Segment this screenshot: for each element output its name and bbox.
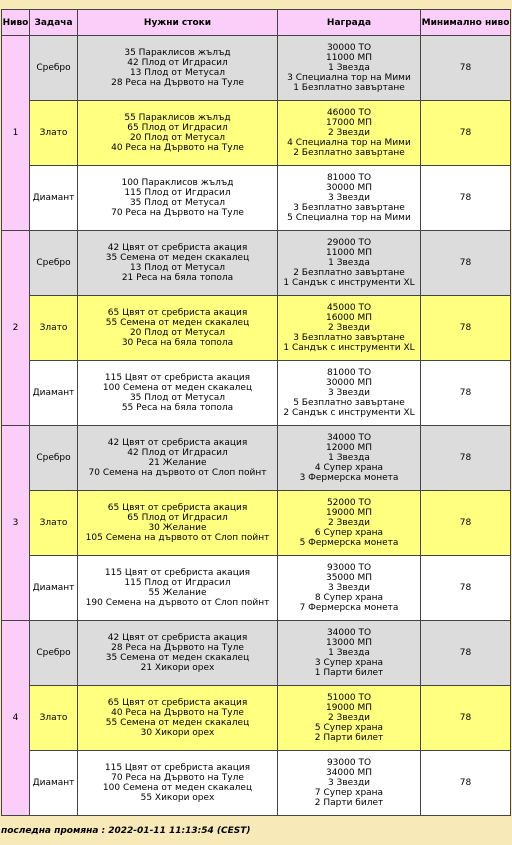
reward-line: 3 Специална тор на Мими [287,73,411,83]
reward-line: 6 Супер храна [314,528,384,538]
goods-line: 42 Плод от Игдрасил [127,58,228,68]
goods-line: 65 Плод от Игдрасил [127,123,228,133]
reward-line: 13000 МП [325,638,373,648]
reward-line: 29000 ТО [326,238,372,248]
task-name-cell: Злато [30,686,78,751]
reward-cell [278,361,421,426]
min-level-cell: 78 [421,556,511,621]
table-row [2,686,511,751]
reward-line: 3 Звезди [327,193,371,203]
goods-line: 40 Реса на Дървото на Туле [111,143,244,153]
header-level: Ниво [2,10,30,36]
goods-line: 30 Желание [148,523,207,533]
goods-line: 35 Плод от Метусал [129,393,226,403]
goods-line: 13 Плод от Метусал [129,68,226,78]
goods-line: 35 Параклисов жълъд [124,48,231,58]
level-cell: 1 [2,36,30,231]
level-cell: 2 [2,231,30,426]
reward-line: 5 Специална тор на Мими [287,213,411,223]
reward-line: 1 Звезда [328,648,370,658]
goods-line: 21 Желание [148,458,207,468]
goods-line: 55 Желание [148,588,207,598]
reward-line: 51000 ТО [326,693,372,703]
reward-line: 45000 ТО [326,303,372,313]
reward-cell [278,166,421,231]
goods-cell [78,296,278,361]
level-cell: 3 [2,426,30,621]
min-level-cell: 78 [421,166,511,231]
table-row [2,491,511,556]
table-row [2,296,511,361]
reward-line: 4 Специална тор на Мими [287,138,411,148]
reward-line: 46000 ТО [326,108,372,118]
goods-cell [78,36,278,101]
reward-line: 11000 МП [325,248,373,258]
task-name-cell: Диамант [30,556,78,621]
reward-line: 34000 ТО [326,628,372,638]
task-name-cell: Злато [30,101,78,166]
reward-line: 19000 МП [325,703,373,713]
min-level-cell: 78 [421,361,511,426]
reward-line: 16000 МП [325,313,373,323]
goods-cell [78,491,278,556]
goods-line: 115 Цвят от сребриста акация [104,568,251,578]
reward-line: 12000 МП [325,443,373,453]
goods-line: 70 Семена на дървото от Слоп пойнт [88,468,267,478]
goods-cell [78,686,278,751]
reward-line: 3 Безплатно завъртане [293,333,405,343]
reward-line: 3 Безплатно завъртане [293,203,405,213]
table-row [2,101,511,166]
goods-line: 35 Семена от меден скакалец [105,253,250,263]
goods-line: 105 Семена на дървото от Слоп пойнт [85,533,270,543]
reward-line: 2 Сандък с инструменти XL [283,408,415,418]
quest-table [1,9,511,816]
reward-line: 1 Звезда [328,63,370,73]
reward-line: 34000 ТО [326,433,372,443]
goods-line: 65 Плод от Игдрасил [127,513,228,523]
goods-line: 30 Хикори орех [140,728,215,738]
reward-line: 3 Звезди [327,583,371,593]
reward-cell [278,101,421,166]
goods-line: 100 Семена от меден скакалец [102,783,253,793]
reward-line: 7 Супер храна [314,788,384,798]
reward-line: 2 Безплатно завъртане [293,148,405,158]
table-row [2,361,511,426]
goods-line: 65 Цвят от сребриста акация [107,698,248,708]
reward-cell [278,231,421,296]
goods-cell [78,556,278,621]
reward-line: 35000 МП [325,573,373,583]
min-level-cell: 78 [421,36,511,101]
goods-line: 42 Цвят от сребриста акация [107,438,248,448]
reward-line: 3 Фермерска монета [299,473,399,483]
goods-line: 115 Цвят от сребриста акация [104,373,251,383]
task-name-cell: Сребро [30,36,78,101]
goods-line: 55 Реса на бяла топола [121,403,234,413]
header-task: Задача [30,10,78,36]
reward-line: 17000 МП [325,118,373,128]
min-level-cell: 78 [421,296,511,361]
reward-line: 5 Фермерска монета [299,538,399,548]
task-name-cell: Диамант [30,751,78,816]
goods-line: 190 Семена на дървото от Слоп пойнт [85,598,270,608]
goods-line: 55 Параклисов жълъд [124,113,231,123]
reward-line: 1 Сандък с инструменти XL [283,278,415,288]
reward-line: 30000 МП [325,378,373,388]
last-modified-footer: последна промяна : 2022-01-11 11:13:54 (CEST) [1,826,251,836]
table-row [2,621,511,686]
min-level-cell: 78 [421,426,511,491]
reward-line: 2 Звезди [327,128,371,138]
goods-line: 28 Реса на Дървото на Туле [111,643,244,653]
goods-line: 35 Семена от меден скакалец [105,653,250,663]
goods-line: 30 Реса на бяла топола [121,338,234,348]
reward-line: 1 Безплатно завъртане [293,83,405,93]
min-level-cell: 78 [421,491,511,556]
reward-line: 3 Звезди [327,388,371,398]
reward-line: 5 Безплатно завъртане [293,398,405,408]
task-name-cell: Злато [30,296,78,361]
goods-line: 115 Цвят от сребриста акация [104,763,251,773]
reward-line: 2 Парти билет [314,798,384,808]
goods-line: 115 Плод от Игдрасил [124,188,231,198]
reward-line: 93000 ТО [326,758,372,768]
reward-cell [278,296,421,361]
min-level-cell: 78 [421,751,511,816]
goods-line: 100 Параклисов жълъд [121,178,234,188]
reward-line: 1 Парти билет [314,668,384,678]
table-row [2,231,511,296]
reward-line: 3 Супер храна [314,658,384,668]
reward-cell [278,36,421,101]
reward-line: 3 Звезди [327,778,371,788]
goods-line: 100 Семена от меден скакалец [102,383,253,393]
reward-line: 11000 МП [325,53,373,63]
goods-line: 42 Плод от Игдрасил [127,448,228,458]
min-level-cell: 78 [421,231,511,296]
task-name-cell: Сребро [30,426,78,491]
task-name-cell: Сребро [30,231,78,296]
reward-line: 81000 ТО [326,368,372,378]
goods-line: 115 Плод от Игдрасил [124,578,231,588]
goods-cell [78,751,278,816]
min-level-cell: 78 [421,621,511,686]
reward-cell [278,426,421,491]
reward-line: 8 Супер храна [314,593,384,603]
reward-line: 1 Сандък с инструменти XL [283,343,415,353]
goods-line: 20 Плод от Метусал [129,133,226,143]
header-row [2,10,511,36]
table-row [2,751,511,816]
goods-line: 55 Хикори орех [140,793,215,803]
table-row [2,556,511,621]
min-level-cell: 78 [421,101,511,166]
goods-cell [78,361,278,426]
goods-line: 42 Цвят от сребриста акация [107,243,248,253]
reward-line: 4 Супер храна [314,463,384,473]
reward-line: 30000 ТО [326,43,372,53]
reward-line: 5 Супер храна [314,723,384,733]
reward-line: 81000 ТО [326,173,372,183]
goods-line: 40 Реса на Дървото на Туле [111,708,244,718]
header-reward: Награда [278,10,421,36]
level-cell: 4 [2,621,30,816]
reward-line: 19000 МП [325,508,373,518]
reward-cell [278,491,421,556]
task-name-cell: Диамант [30,166,78,231]
reward-line: 30000 МП [325,183,373,193]
header-goods: Нужни стоки [78,10,278,36]
goods-line: 70 Реса на Дървото на Туле [111,773,244,783]
table-row [2,36,511,101]
reward-line: 1 Звезда [328,258,370,268]
header-min-level: Минимално ниво [421,10,511,36]
reward-cell [278,751,421,816]
reward-line: 2 Звезди [327,518,371,528]
goods-line: 65 Цвят от сребриста акация [107,503,248,513]
task-name-cell: Злато [30,491,78,556]
goods-line: 21 Реса на бяла топола [121,273,234,283]
reward-line: 7 Фермерска монета [299,603,399,613]
quest-table-body [2,36,511,816]
reward-line: 2 Безплатно завъртане [293,268,405,278]
goods-cell [78,166,278,231]
reward-line: 2 Парти билет [314,733,384,743]
task-name-cell: Сребро [30,621,78,686]
reward-line: 34000 МП [325,768,373,778]
reward-line: 2 Звезди [327,713,371,723]
reward-line: 93000 ТО [326,563,372,573]
goods-line: 55 Семена от меден скакалец [105,318,250,328]
table-row [2,426,511,491]
goods-line: 13 Плод от Метусал [129,263,226,273]
reward-line: 2 Звезди [327,323,371,333]
goods-line: 21 Хикори орех [140,663,215,673]
goods-line: 70 Реса на Дървото на Туле [111,208,244,218]
reward-line: 52000 ТО [326,498,372,508]
goods-cell [78,426,278,491]
goods-cell [78,101,278,166]
reward-line: 1 Звезда [328,453,370,463]
goods-cell [78,621,278,686]
goods-line: 20 Плод от Метусал [129,328,226,338]
table-row [2,166,511,231]
goods-line: 65 Цвят от сребриста акация [107,308,248,318]
reward-cell [278,621,421,686]
goods-line: 35 Плод от Метусал [129,198,226,208]
goods-line: 55 Семена от меден скакалец [105,718,250,728]
min-level-cell: 78 [421,686,511,751]
reward-cell [278,556,421,621]
task-name-cell: Диамант [30,361,78,426]
reward-cell [278,686,421,751]
goods-cell [78,231,278,296]
goods-line: 28 Реса на Дървото на Туле [111,78,244,88]
goods-line: 42 Цвят от сребриста акация [107,633,248,643]
